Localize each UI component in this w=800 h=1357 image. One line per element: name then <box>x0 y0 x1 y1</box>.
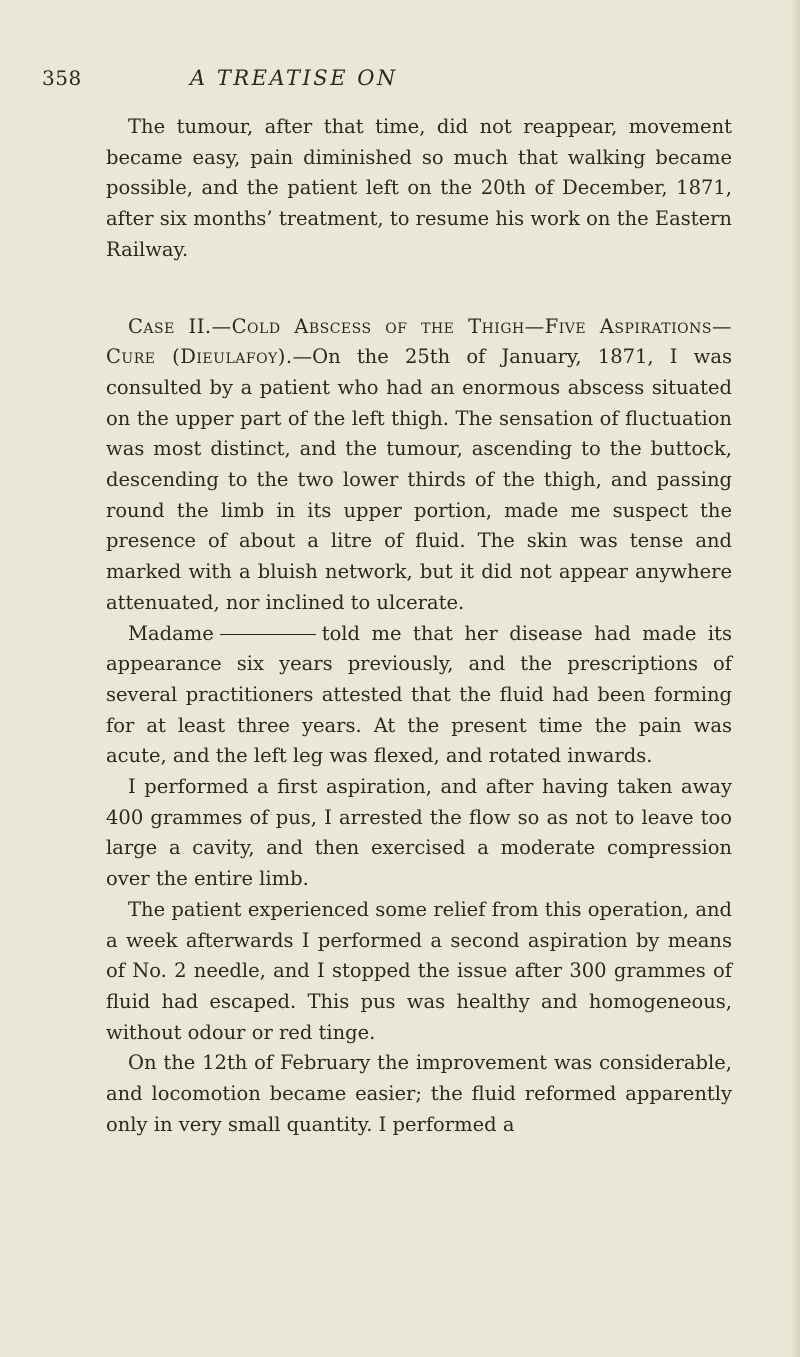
page-edge <box>790 0 800 1357</box>
paragraph-5: The patient experienced some relief from this operation, and a week afterwards I performed a second aspiration by means of No. 2 needle, and I stopped the issue after 300 grammes of fluid had escaped. This pus was healthy and homogeneous, without odour or red tinge. <box>106 897 732 1044</box>
paragraph-4: I performed a first aspiration, and after having taken away 400 grammes of pus, I arrested the flow so as not to leave too large a cavity, and then exercised a moderate compression over the entire limb. <box>106 775 732 891</box>
name-omission-dash <box>220 634 316 635</box>
case-title: Case II.—Cold Abscess of the Thigh—Five Aspirations—Cure (Dieulafoy). <box>106 314 732 369</box>
paragraph-3 <box>106 619 732 773</box>
paragraph-6: On the 12th of February the improvement was considerable, and locomotion became easier; the fluid reformed apparently only in very small quantity. I performed a <box>106 1051 732 1136</box>
running-head: A TREATISE ON <box>190 66 398 90</box>
paragraph-3-text: told me that her disease had made its appearance six years previously, and the prescriptions of several practitioners attested that the fluid had been forming for at least three years. At the present time the pain was acute, and the left leg was flexed, and rotated inwards. <box>106 621 732 768</box>
paragraph-1: The tumour, after that time, did not reappear, movement became easy, pain diminished so much that walking became possible, and the patient left on the 20th of December, 1871, after six months’ treatment, to resume his work on the Eastern Railway. <box>106 115 732 261</box>
page-number: 358 <box>42 66 82 90</box>
madame-word: Madame <box>128 621 214 645</box>
case-text: —On the 25th of January, 1871, I was consulted by a patient who had an enormous abscess situated on the upper part of the left thigh. The sensation of fluctuation was most distinct, and the tumour, ascending to the buttock, descending to the two lower thirds of the thigh, and passing round the limb in its upper portion, made me suspect the presence of about a litre of fluid. The skin was tense and marked with a bluish network, but it did not appear anywhere attenuated, nor inclined to ulcerate. <box>106 345 732 614</box>
page-header <box>42 66 762 96</box>
paragraph-case-2 <box>106 312 732 619</box>
body-text <box>106 112 732 1141</box>
